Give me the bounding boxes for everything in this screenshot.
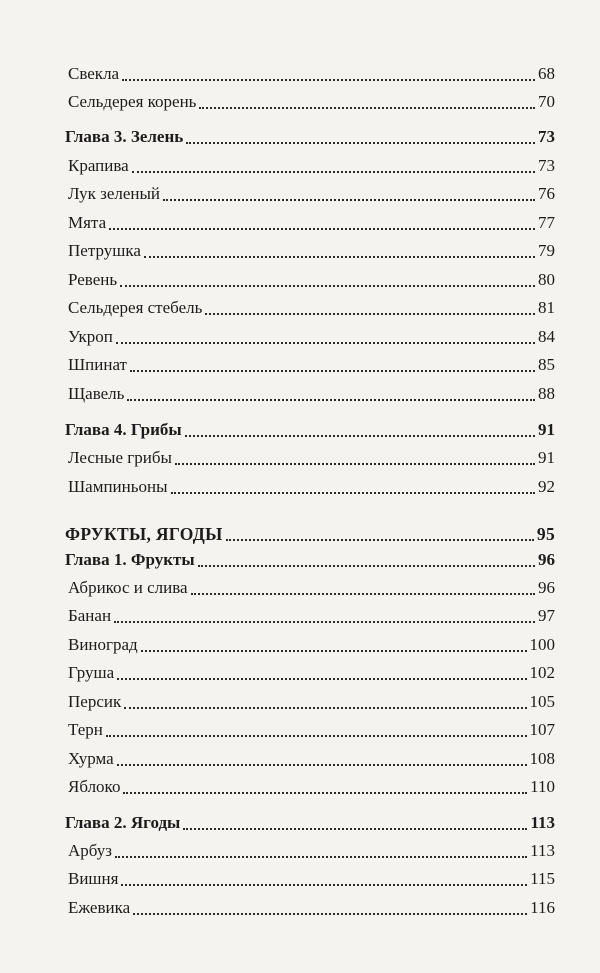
toc-entry (65, 577, 555, 599)
toc-title: Абрикос и слива (68, 578, 188, 597)
dot-leader (121, 884, 527, 886)
toc-page-number: 79 (538, 241, 555, 260)
dot-leader (127, 399, 535, 401)
toc-entry (65, 776, 555, 798)
toc-title: Яблоко (68, 777, 121, 796)
toc-page-number: 73 (538, 156, 555, 175)
toc-page-number: 92 (538, 477, 555, 496)
toc-page-number: 80 (538, 270, 555, 289)
toc-title: ФРУКТЫ, ЯГОДЫ (65, 524, 223, 544)
dot-leader (123, 792, 527, 794)
toc-title: Лесные грибы (68, 448, 172, 467)
toc-page-number: 95 (536, 524, 555, 544)
toc-title: Вишня (68, 869, 119, 888)
toc-entry (65, 634, 555, 656)
dot-leader (199, 107, 535, 109)
dot-leader (175, 463, 535, 465)
toc-page-number: 73 (538, 127, 555, 146)
toc-page-number: 68 (538, 64, 555, 83)
toc-page-number: 110 (530, 777, 555, 796)
toc-page-number: 91 (538, 420, 555, 439)
toc-entry (65, 91, 555, 113)
dot-leader (109, 228, 535, 230)
dot-leader (120, 285, 535, 287)
toc-entry (65, 297, 555, 319)
toc-page-number: 96 (538, 578, 555, 597)
toc-entry (65, 897, 555, 919)
toc-title: Ежевика (68, 898, 131, 917)
toc-page-number: 100 (529, 635, 555, 654)
dot-leader (106, 735, 527, 737)
toc-entry (65, 326, 555, 348)
toc-entry (65, 691, 555, 713)
toc-page-number: 77 (538, 213, 555, 232)
toc-page-number: 85 (538, 355, 555, 374)
dot-leader (163, 199, 535, 201)
toc-page-number: 105 (529, 692, 555, 711)
toc-chapter (65, 419, 555, 441)
toc-title: Терн (68, 720, 103, 739)
toc-title: Персик (68, 692, 122, 711)
toc-page-number: 88 (538, 384, 555, 403)
toc-section (65, 523, 555, 545)
toc-chapter (65, 126, 555, 148)
toc-title: Шпинат (68, 355, 127, 374)
toc-title: Виноград (68, 635, 138, 654)
toc-entry (65, 155, 555, 177)
toc-page-number: 81 (538, 298, 555, 317)
toc-entry (65, 447, 555, 469)
toc-page-number: 107 (529, 720, 555, 739)
dot-leader (205, 313, 535, 315)
dot-leader (117, 764, 527, 766)
dot-leader (117, 678, 526, 680)
toc-page-number: 113 (530, 813, 555, 832)
toc-entry (65, 868, 555, 890)
dot-leader (144, 256, 535, 258)
dot-leader (183, 828, 527, 830)
dot-leader (226, 539, 534, 541)
toc-entry (65, 269, 555, 291)
toc-entry (65, 212, 555, 234)
toc-entry (65, 605, 555, 627)
dot-leader (130, 370, 535, 372)
toc-entry (65, 719, 555, 741)
toc-title: Глава 1. Фрукты (65, 550, 195, 569)
dot-leader (124, 707, 526, 709)
toc-title: Глава 3. Зелень (65, 127, 184, 146)
toc-entry (65, 383, 555, 405)
dot-leader (185, 435, 535, 437)
toc-title: Петрушка (68, 241, 141, 260)
toc-title: Груша (68, 663, 115, 682)
toc-entry (65, 354, 555, 376)
toc-page-number: 116 (530, 898, 555, 917)
dot-leader (116, 342, 535, 344)
dot-leader (132, 171, 535, 173)
toc-title: Свекла (68, 64, 120, 83)
toc-page-number: 108 (529, 749, 555, 768)
toc-entry (65, 63, 555, 85)
toc-entry (65, 840, 555, 862)
toc-page-number: 84 (538, 327, 555, 346)
toc-title: Щавель (68, 384, 125, 403)
toc-page-number: 115 (530, 869, 555, 888)
toc-entry (65, 476, 555, 498)
toc-title: Глава 4. Грибы (65, 420, 182, 439)
toc-page-number: 76 (538, 184, 555, 203)
toc-title: Ревень (68, 270, 118, 289)
toc-title: Банан (68, 606, 112, 625)
dot-leader (133, 913, 527, 915)
toc-entry (65, 240, 555, 262)
toc-page-number: 102 (529, 663, 555, 682)
toc-title: Глава 2. Ягоды (65, 813, 181, 832)
toc-title: Лук зеленый (68, 184, 161, 203)
toc-page-number: 113 (530, 841, 555, 860)
dot-leader (141, 650, 527, 652)
dot-leader (171, 492, 535, 494)
toc-title: Сельдерея корень (68, 92, 197, 111)
toc-page-number: 70 (538, 92, 555, 111)
dot-leader (115, 856, 527, 858)
toc-page-number: 96 (538, 550, 555, 569)
toc-title: Арбуз (68, 841, 112, 860)
toc-title: Сельдерея стебель (68, 298, 203, 317)
dot-leader (198, 565, 535, 567)
toc-page-number: 97 (538, 606, 555, 625)
toc-title: Хурма (68, 749, 114, 768)
toc-entry (65, 662, 555, 684)
toc-title: Мята (68, 213, 107, 232)
toc-title: Крапива (68, 156, 129, 175)
toc-title: Шампиньоны (68, 477, 168, 496)
toc-page-number: 91 (538, 448, 555, 467)
toc-chapter (65, 812, 555, 834)
dot-leader (191, 593, 535, 595)
toc-entry (65, 183, 555, 205)
dot-leader (114, 621, 535, 623)
toc-chapter (65, 549, 555, 571)
toc-entry (65, 748, 555, 770)
dot-leader (122, 79, 535, 81)
toc-title: Укроп (68, 327, 113, 346)
dot-leader (186, 142, 535, 144)
